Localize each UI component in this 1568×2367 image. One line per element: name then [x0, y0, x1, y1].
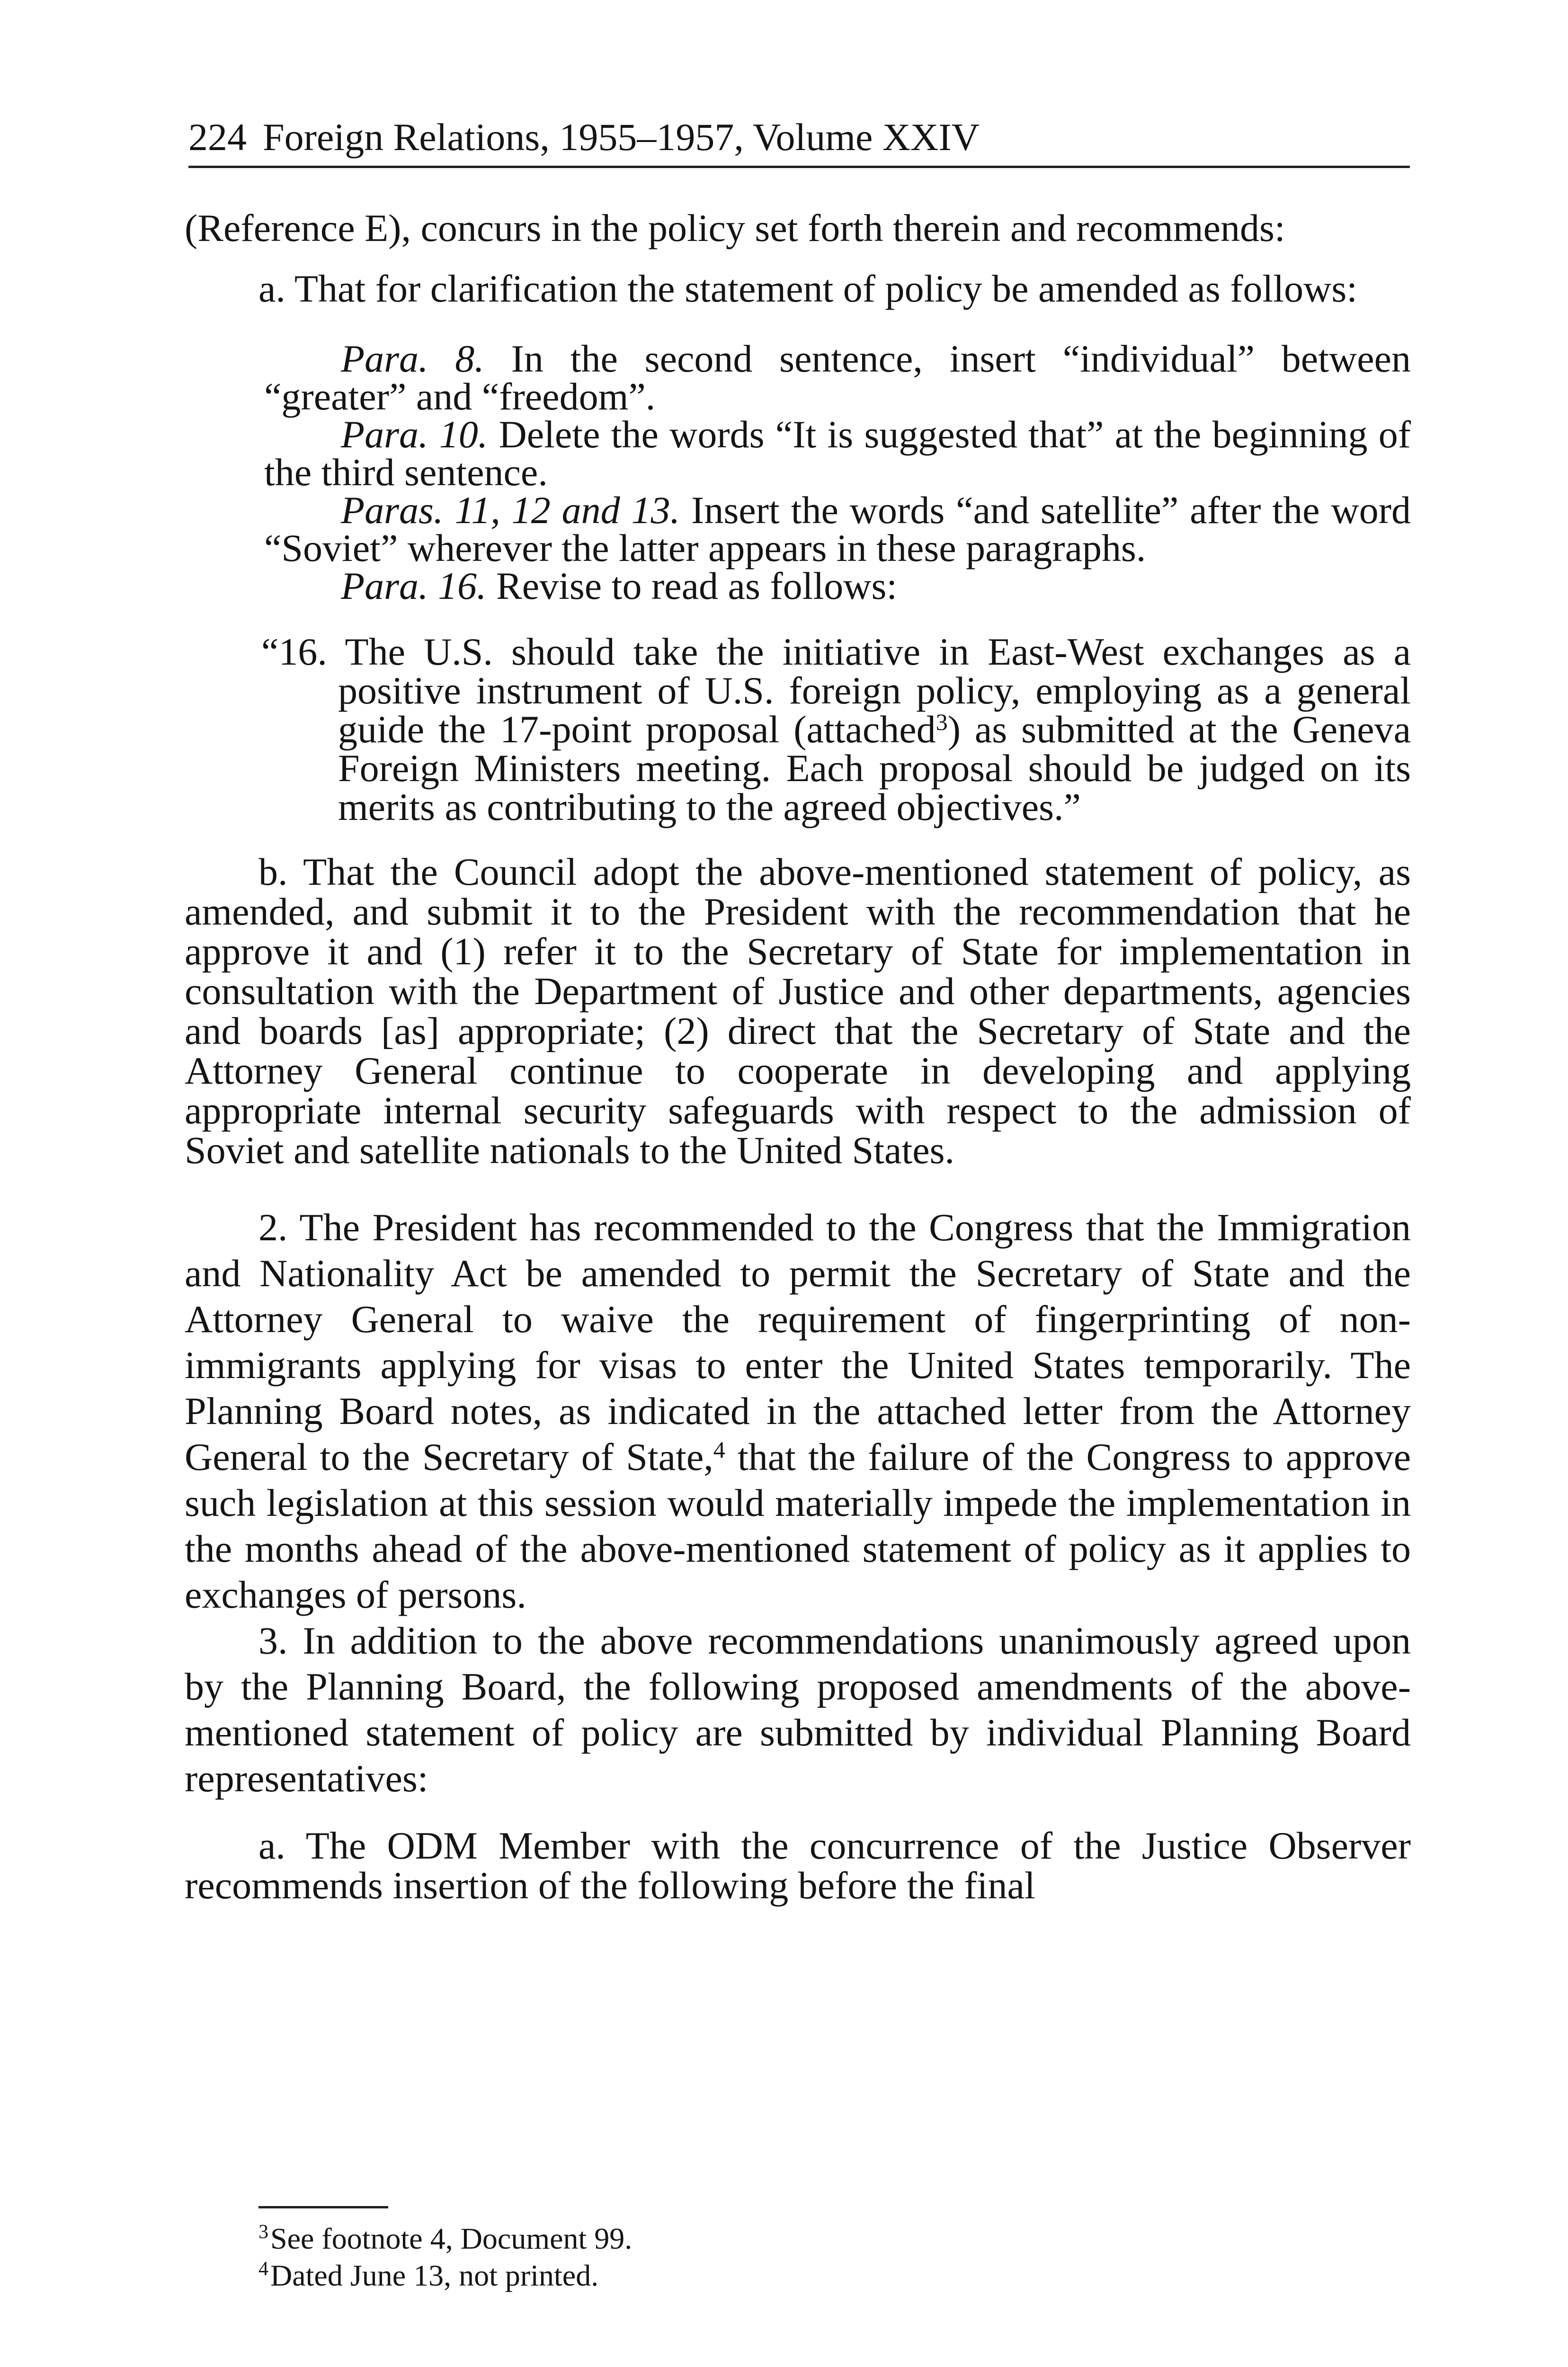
paragraph-2 — [185, 1204, 1411, 1618]
intro-paragraph: (Reference E), concurs in the policy set forth therein and recommends: — [185, 206, 1285, 249]
item-a-paragraph: a. That for clarification the statement of policy be amended as follows: — [258, 267, 1358, 310]
paragraph-3a: a. The ODM Member with the concurrence of the Justice Observer recommends insertion of the following before the final — [185, 1824, 1411, 1907]
footnote-divider — [258, 2206, 388, 2208]
footnote-mark: 4 — [258, 2258, 268, 2280]
amendments-list — [185, 337, 1411, 607]
footnote-3 — [258, 2220, 632, 2257]
paragraph-2-text-start: 2. The President has recommended to the Congress that the Immigration and Nationality Act be amended to permit the Secretary of State and the Attorney General to waive the requirement of fingerprinting of non-immigrants applying for visas to enter the United States temporarily. The Planning Board notes, as indicated in the attached letter from the Attorney General to the Secretary of State, — [185, 1206, 1411, 1478]
footnote-4 — [258, 2257, 632, 2294]
footnote-text: Dated June 13, not printed. — [270, 2259, 599, 2292]
amendment-para-8 — [264, 337, 1411, 418]
footnote-ref-4: 4 — [713, 1436, 725, 1463]
footnote-text: See footnote 4, Document 99. — [270, 2222, 633, 2255]
running-header — [188, 114, 1410, 168]
amendment-paras-11-13 — [264, 489, 1411, 570]
amendment-text: In the second sentence, insert “individual” between “greater” and “freedom”. — [264, 337, 1411, 418]
main-text — [185, 208, 1411, 1905]
amendment-text: Insert the words “and satellite” after the word “Soviet” wherever the latter appears in these paragraphs. — [264, 489, 1411, 570]
amendment-label: Paras. 11, 12 and 13. — [341, 489, 680, 532]
footnote-mark: 3 — [258, 2221, 268, 2243]
amendment-para-10 — [264, 413, 1411, 494]
amendment-label: Para. 16. — [341, 564, 487, 607]
revised-para-16-quote — [185, 632, 1411, 827]
amendment-label: Para. 8. — [341, 337, 484, 380]
amendment-label: Para. 10. — [341, 413, 488, 456]
running-title: Foreign Relations, 1955–1957, Volume XXIV — [263, 116, 980, 159]
page-number: 224 — [188, 116, 247, 159]
quote-text-end: ) as submitted at the Geneva Foreign Ministers meeting. Each proposal should be judged on its merits as contributing to the agreed objectives.” — [338, 708, 1411, 828]
footnotes — [258, 2220, 632, 2294]
paragraph-2-text-end: that the failure of the Congress to approve such legislation at this session would materially impede the implementation in the months ahead of the above-mentioned statement of policy as it applies to exchanges of persons. — [185, 1435, 1411, 1616]
item-b-paragraph: b. That the Council adopt the above-mentioned statement of policy, as amended, and submit it to the President with the recommendation that he approve it and (1) refer it to the Secretary of State for implementation in consultation with the Department of Justice and other departments, agencies and boards [as] appropriate; (2) direct that the Secretary of State and the Attorney General continue to cooperate in developing and applying appropriate internal security safeguards with respect to the admission of Soviet and satellite nationals to the United States. — [185, 850, 1411, 1172]
footnote-ref-3: 3 — [935, 709, 948, 735]
amendment-text: Revise to read as follows: — [496, 564, 898, 607]
amendment-text: Delete the words “It is suggested that” at the beginning of the third sentence. — [264, 413, 1411, 494]
amendment-para-16 — [264, 564, 1411, 607]
paragraph-3: 3. In addition to the above recommendations unanimously agreed upon by the Planning Board, the following proposed amendments of the above-mentioned statement of policy are submitted by individual Planning Board representatives: — [185, 1619, 1411, 1800]
quote-text-start: “16. The U.S. should take the initiative in East-West exchanges as a positive instrument of U.S. foreign policy, employing as a general guide the 17-point proposal (attached — [261, 630, 1411, 751]
